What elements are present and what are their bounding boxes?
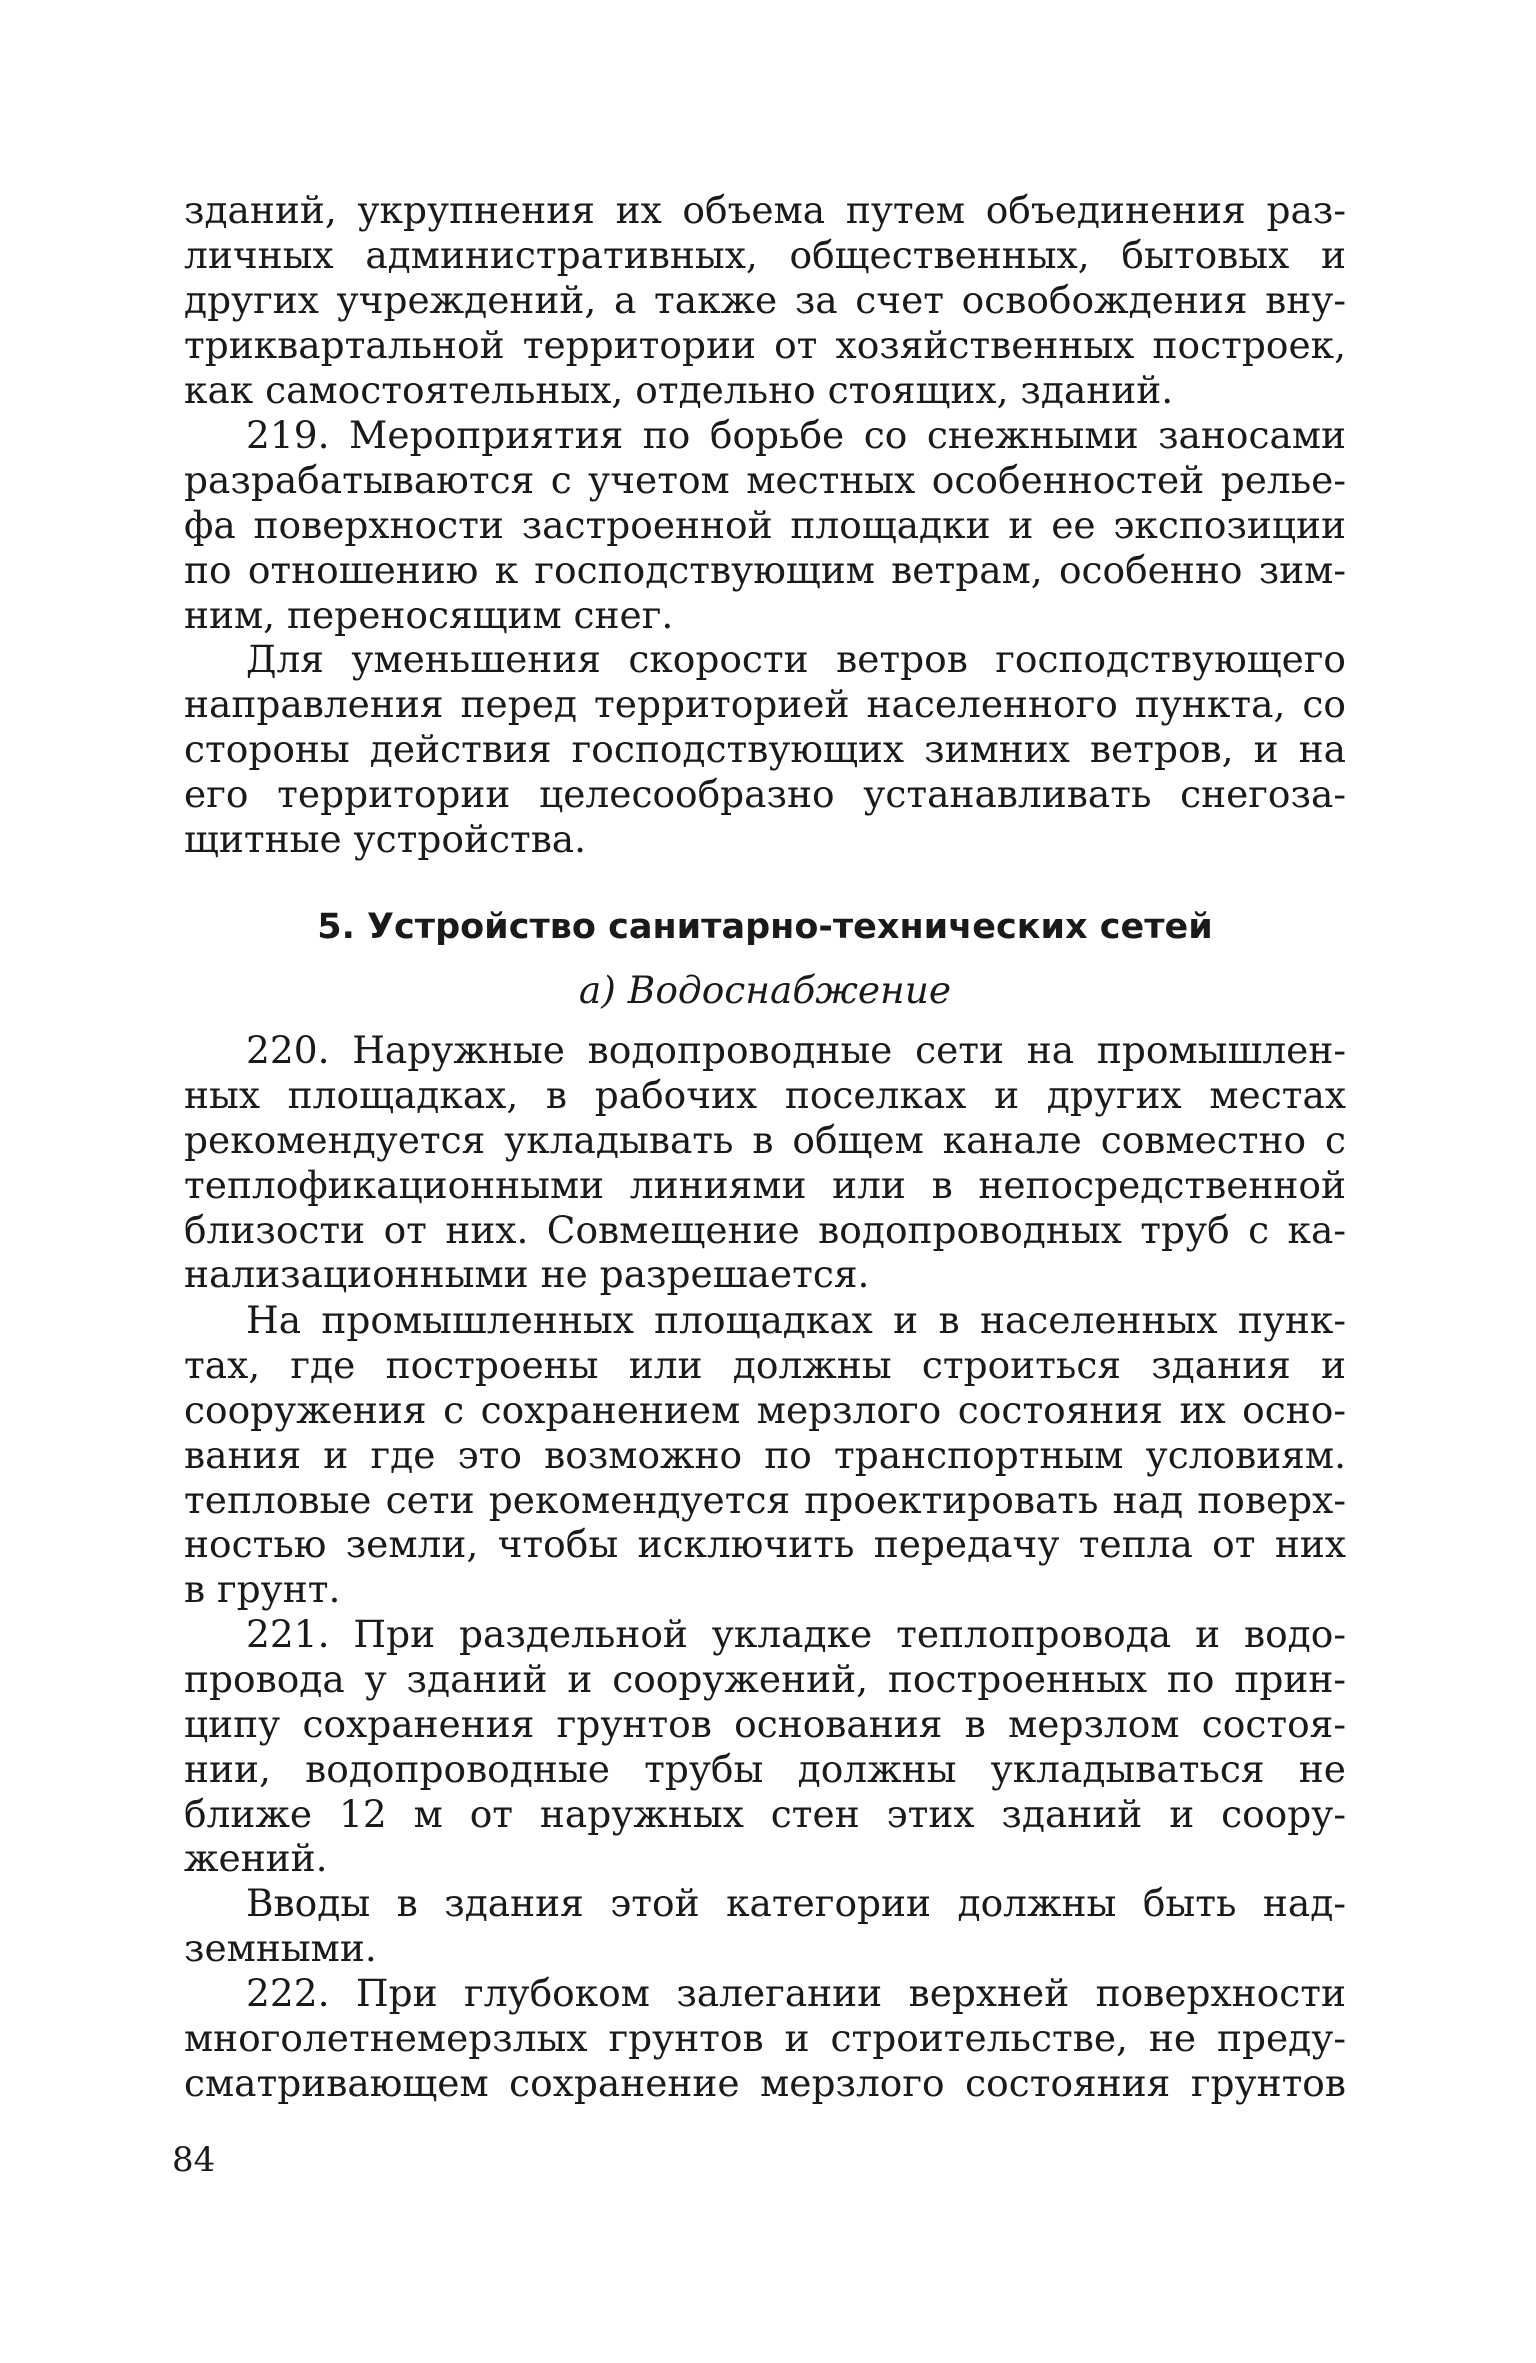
text-line: близости от них. Совмещение водопроводных труб с ка- (184, 1207, 1346, 1252)
text-line: тах, где построены или должны строиться здания и (184, 1342, 1346, 1387)
text-line: земными. (184, 1925, 377, 1970)
text-line: вания и где это возможно по транспортным условиям. (184, 1432, 1346, 1477)
text-line: направления перед территорией населенного пункта, со (184, 681, 1346, 726)
subsection-heading: а) Водоснабжение (578, 968, 952, 1012)
text-line: по отношению к господствующим ветрам, особенно зим- (184, 547, 1346, 592)
paragraph-220 (184, 1028, 1346, 1297)
text-line: жений. (184, 1836, 328, 1881)
text-line: Вводы в здания этой категории должны быть над- (246, 1881, 1346, 1925)
paragraph-219 (184, 413, 1346, 637)
paragraph-snow-protection (184, 637, 1346, 861)
text-line: нии, водопроводные трубы должны укладываться не (184, 1746, 1346, 1791)
text-line: щитные устройства. (184, 816, 587, 861)
text-line: сооружения с сохранением мерзлого состояния их осно- (184, 1387, 1346, 1432)
text-line: нализационными не разрешается. (184, 1252, 870, 1297)
section-heading: 5. Устройство санитарно-технических сетей (317, 907, 1213, 947)
text-line: стороны действия господствующих зимних ветров, и на (184, 726, 1346, 771)
text-line: 222. При глубоком залегании верхней поверхности (246, 1971, 1346, 2015)
text-line: ностью земли, чтобы исключить передачу тепла от них (184, 1522, 1346, 1567)
paragraph-continuation (184, 188, 1346, 412)
text-line: триквартальной территории от хозяйственных построек, (184, 322, 1346, 367)
text-line: ним, переносящим снег. (184, 592, 674, 637)
text-line: тепловые сети рекомендуется проектировать над поверх- (184, 1477, 1346, 1522)
text-line: разрабатываются с учетом местных особенностей релье- (184, 457, 1346, 502)
text-line: других учреждений, а также за счет освобождения вну- (184, 277, 1346, 322)
text-line: провода у зданий и сооружений, построенных по прин- (184, 1656, 1346, 1701)
paragraph-222 (184, 1971, 1346, 2106)
text-line: в грунт. (184, 1567, 341, 1612)
text-line: его территории целесообразно устанавливать снегоза- (184, 771, 1346, 816)
text-line: ближе 12 м от наружных стен этих зданий и соору- (184, 1791, 1346, 1836)
text-line: 221. При раздельной укладке теплопровода и водо- (246, 1612, 1346, 1656)
paragraph-permafrost (184, 1298, 1346, 1612)
text-line: как самостоятельных, отдельно стоящих, зданий. (184, 367, 1174, 412)
text-line: зданий, укрупнения их объема путем объединения раз- (184, 188, 1346, 232)
text-line: фа поверхности застроенной площадки и ее экспозиции (184, 502, 1346, 547)
paragraph-221 (184, 1612, 1346, 1881)
text-line: теплофикационными линиями или в непосредственной (184, 1162, 1346, 1207)
text-line: 219. Мероприятия по борьбе со снежными заносами (246, 413, 1346, 457)
text-line: ных площадках, в рабочих поселках и других местах (184, 1072, 1346, 1117)
text-line: Для уменьшения скорости ветров господствующего (246, 637, 1346, 681)
text-line: рекомендуется укладывать в общем канале совместно с (184, 1117, 1346, 1162)
text-line: ципу сохранения грунтов основания в мерзлом состоя- (184, 1701, 1346, 1746)
text-line: личных административных, общественных, бытовых и (184, 232, 1346, 277)
page-number: 84 (172, 2140, 216, 2180)
paragraph-inlets (184, 1881, 1346, 1971)
text-line: 220. Наружные водопроводные сети на промышлен- (246, 1028, 1346, 1072)
text-line: На промышленных площадках и в населенных пунк- (246, 1298, 1346, 1342)
text-line: сматривающем сохранение мерзлого состояния грунтов (184, 2060, 1346, 2105)
text-line: многолетнемерзлых грунтов и строительстве, не преду- (184, 2015, 1346, 2060)
